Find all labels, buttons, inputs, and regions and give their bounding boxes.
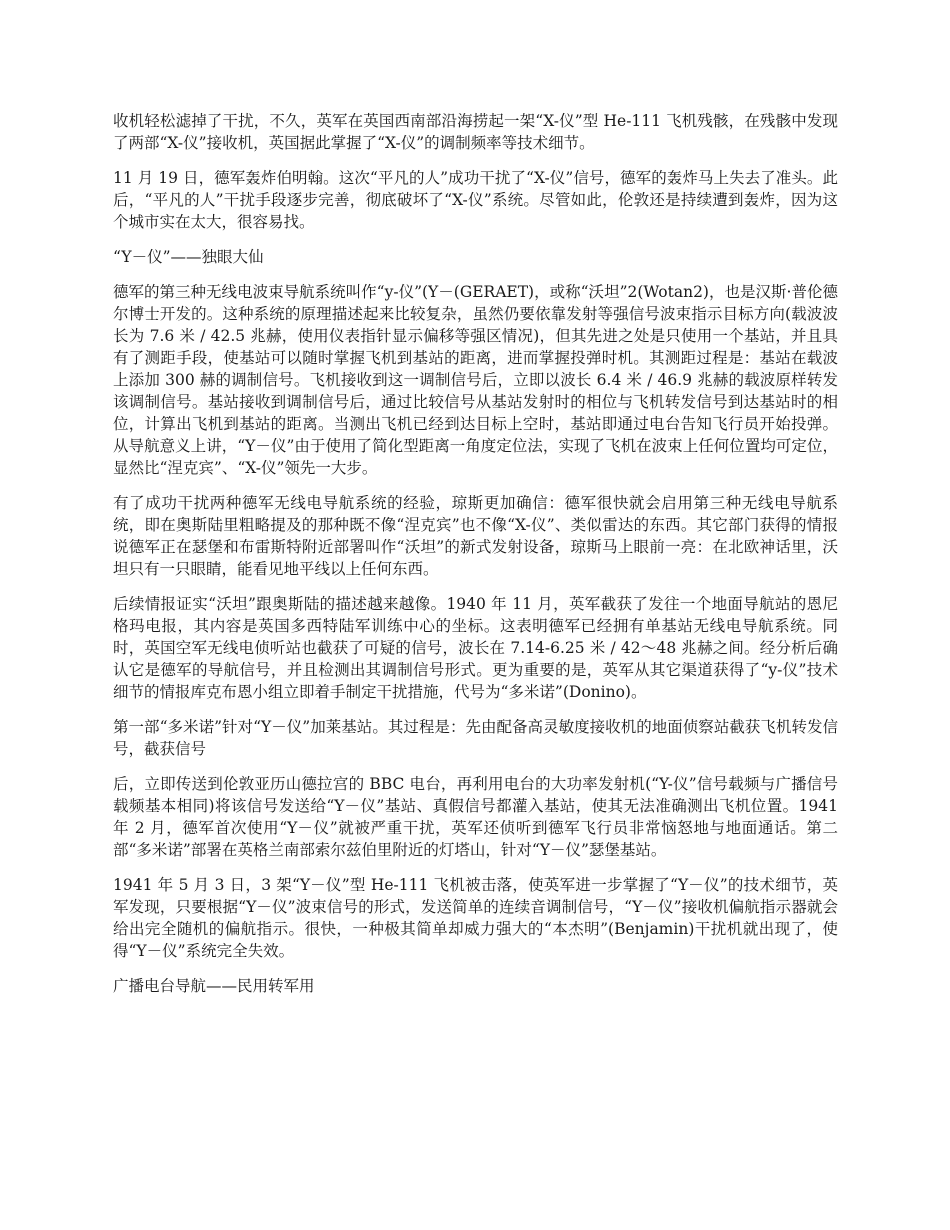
section-heading-broadcast-navigation: 广播电台导航——民用转军用 [113, 977, 315, 995]
paragraph-1: 收机轻松滤掉了干扰，不久，英军在英国西南部沿海捞起一架“X-仪”型 He-111 飞机残骸，在残骸中发现了两部“X-仪”接收机，英国据此掌握了“X-仪”的调制频率等技术细节。 [113, 112, 838, 152]
paragraph-7: 后，立即传送到伦敦亚历山德拉宫的 BBC 电台，再利用电台的大功率发射机(“Y-仪”信号载频与广播信号载频基本相同)将该信号发送给“Y－仪”基站、真假信号都灌入基站，使其无法准确测出飞机位置。1941 年 2 月，德军首次使用“Y－仪”就被严重干扰，英军还侦听到德军飞行员非常恼怒地与地面通话。第二部“多米诺”部署在英格兰南部索尔兹伯里附近的灯塔山，针对“Y－仪”瑟堡基站。 [113, 775, 838, 859]
paragraph-4: 有了成功干扰两种德军无线电导航系统的经验，琼斯更加确信：德军很快就会启用第三种无线电导航系统，即在奥斯陆里粗略提及的那种既不像“涅克宾”也不像“X-仪”、类似雷达的东西。其它部门获得的情报说德军正在瑟堡和布雷斯特附近部署叫作“沃坦”的新式发射设备，琼斯马上眼前一亮：在北欧神话里，沃坦只有一只眼睛，能看见地平线以上任何东西。 [113, 494, 838, 578]
document-body [113, 110, 838, 1010]
paragraph-6: 第一部“多米诺”针对“Y－仪”加莱基站。其过程是：先由配备高灵敏度接收机的地面侦察站截获飞机转发信号，截获信号 [113, 718, 838, 758]
paragraph-5: 后续情报证实“沃坦”跟奥斯陆的描述越来越像。1940 年 11 月，英军截获了发往一个地面导航站的恩尼格玛电报，其内容是英国多西特陆军训练中心的坐标。这表明德军已经拥有单基站无线电导航系统。同时，英国空军无线电侦听站也截获了可疑的信号，波长在 7.14-6.25 米 / 42～48 兆赫之间。经分析后确认它是德军的导航信号，并且检测出其调制信号形式。更为重要的是，英军从其它渠道获得了“y-仪”技术细节的情报库克布恩小组立即着手制定干扰措施，代号为“多米诺”(Donino)。 [113, 595, 838, 701]
section-heading-y-device: “Y－仪”——独眼大仙 [113, 248, 264, 266]
paragraph-2: 11 月 19 日，德军轰炸伯明翰。这次“平凡的人”成功干扰了“X-仪”信号，德军的轰炸马上失去了准头。此后，“平凡的人”干扰手段逐步完善，彻底破坏了“X-仪”系统。尽管如此，伦敦还是持续遭到轰炸，因为这个城市实在太大，很容易找。 [113, 169, 838, 231]
paragraph-3: 德军的第三种无线电波束导航系统叫作“y-仪”(Y－(GERAET)，或称“沃坦”2(Wotan2)，也是汉斯·普伦德尔博士开发的。这种系统的原理描述起来比较复杂，虽然仍要依靠发射等强信号波束指示目标方向(载波波长为 7.6 米 / 42.5 兆赫，使用仪表指针显示偏移等强区情况)，但其先进之处是只使用一个基站，并且具有了测距手段，使基站可以随时掌握飞机到基站的距离，进而掌握投弹时机。其测距过程是：基站在载波上添加 300 赫的调制信号。飞机接收到这一调制信号后，立即以波长 6.4 米 / 46.9 兆赫的载波原样转发该调制信号。基站接收到调制信号后，通过比较信号从基站发射时的相位与飞机转发信号到达基站时的相位，计算出飞机到基站的距离。当测出飞机已经到达目标上空时，基站即通过电台告知飞行员开始投弹。从导航意义上讲，“Y－仪”由于使用了简化型距离一角度定位法，实现了飞机在波束上任何位置均可定位，显然比“涅克宾”、“X-仪”领先一大步。 [113, 283, 838, 477]
paragraph-8: 1941 年 5 月 3 日，3 架“Y－仪”型 He-111 飞机被击落，使英军进一步掌握了“Y－仪”的技术细节，英军发现，只要根据“Y－仪”波束信号的形式，发送简单的连续音调制信号，“Y－仪”接收机偏航指示器就会给出完全随机的偏航指示。很快，一种极其简单却威力强大的“本杰明”(Benjamin)干扰机就出现了，使得“Y－仪”系统完全失效。 [113, 876, 838, 960]
